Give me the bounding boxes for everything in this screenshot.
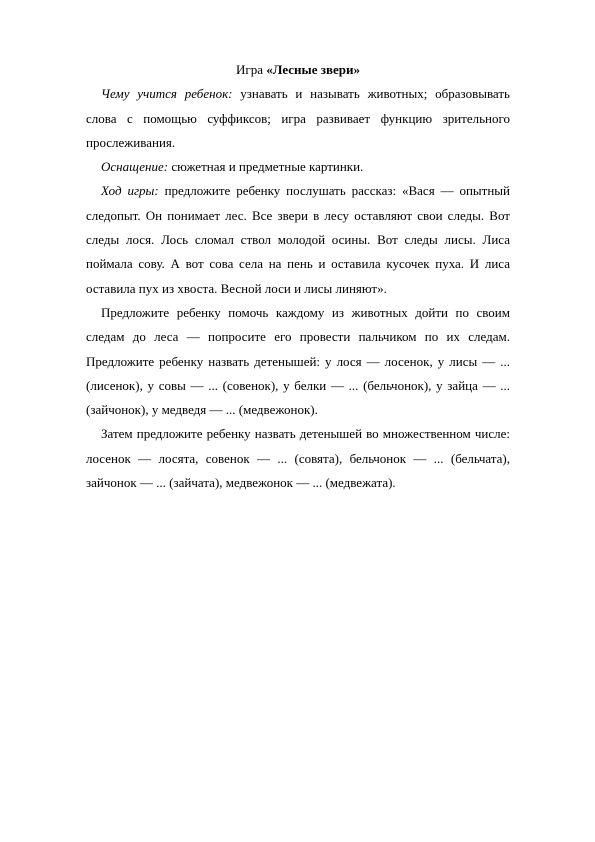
paragraph-text: узнавать и называть животных; образовывать слова с помощью суффиксов; игра развивает функцию зрительного прослеживания. — [86, 86, 510, 150]
paragraph-goals — [86, 82, 510, 155]
paragraph-text: Затем предложите ребенку назвать детенышей во множественном числе: лосенок — лосята, совенок — ... (совята), бельчонок — ... (бельчата), зайчонок — ... (зайчата), медвежонок — ... (медвежата). — [86, 426, 510, 491]
paragraph-lead: Ход игры: — [101, 183, 159, 199]
paragraph-text: предложите ребенку послушать рассказ: «Вася — опытный следопыт. Он понимает лес. Все звери в лесу оставляют свои следы. Вот следы лося. Лось сломал ствол молодой осины. Вот следы лисы. Лиса поймала сову. А вот сова села на пень и оставила кусочек пуха. И лиса оставила пух из хвоста. Весной лоси и лисы линяют». — [86, 183, 510, 296]
paragraph-lead: Оснащение: — [101, 159, 169, 175]
page-title — [86, 58, 510, 82]
title-prefix: Игра — [236, 62, 267, 77]
paragraph-text: Предложите ребенку помочь каждому из животных дойти по своим следам до леса — попросите его провести пальчиком по их следам. Предложите ребенку назвать детенышей: у лося — лосенок, у лисы — ... (лисенок), у совы — ... (совенок), у белки — ... (бельчонок), у зайца — ... (зайчонок), у медведя — ... (медвежонок). — [86, 304, 510, 418]
paragraph-lead: Чему учится ребенок: — [101, 86, 233, 102]
document-page — [86, 58, 510, 495]
paragraph-tracks — [86, 301, 510, 422]
paragraph-text: сюжетная и предметные картинки. — [168, 159, 364, 175]
paragraph-equipment — [86, 155, 510, 179]
title-name: «Лесные звери» — [266, 62, 360, 77]
paragraph-game-course — [86, 179, 510, 300]
paragraph-plural — [86, 422, 510, 495]
